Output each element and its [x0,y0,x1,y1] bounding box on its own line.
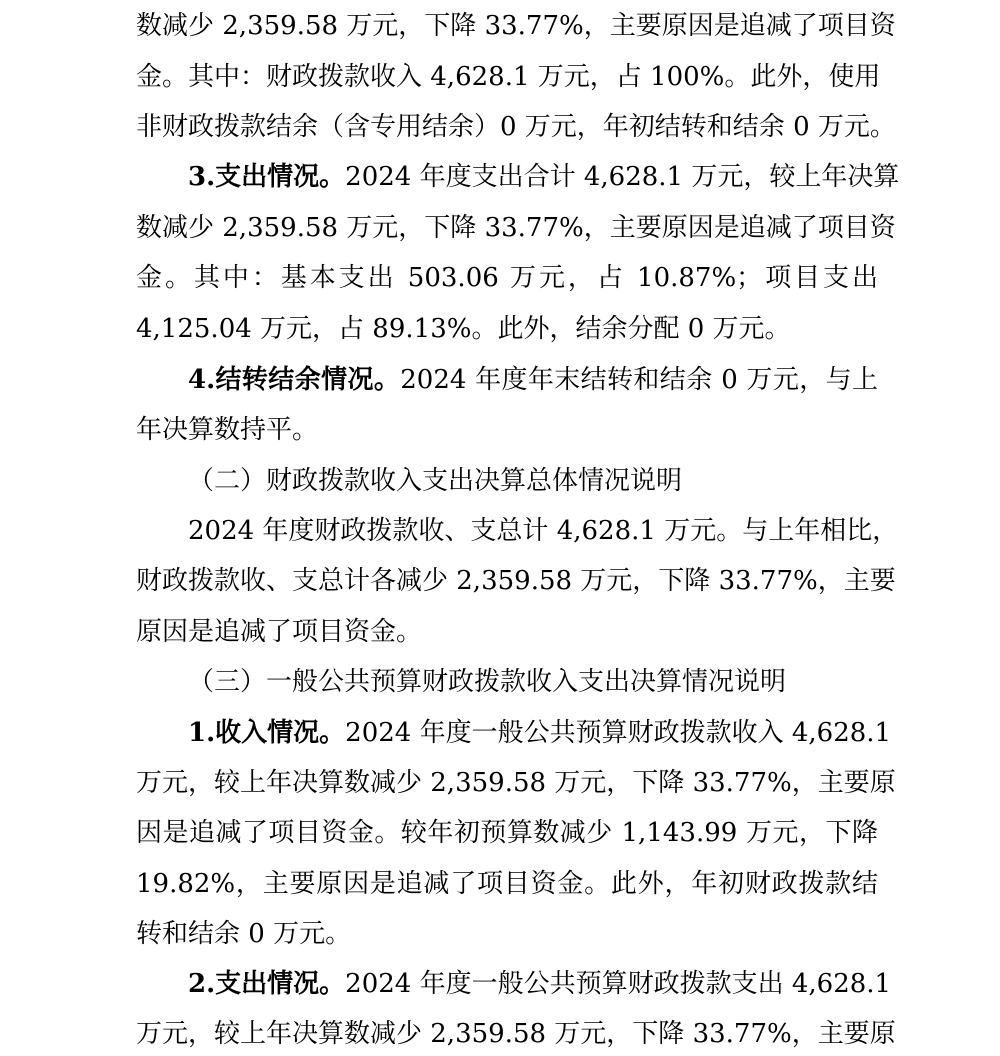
text-line: 金。其中：基本支出 503.06 万元，占 10.87%；项目支出 [136,263,878,293]
text-line: 原因是追减了项目资金。 [136,617,423,647]
heading-text: 2024 年度一般公共预算财政拨款支出 4,628.1 [345,969,892,999]
text-line: 年决算数持平。 [136,415,319,445]
text-line: 财政拨款收、支总计各减少 2,359.58 万元，下降 33.77%，主要 [136,566,896,596]
text-line: 数减少 2,359.58 万元，下降 33.77%，主要原因是追减了项目资 [136,11,896,41]
text-line: 转和结余 0 万元。 [136,919,352,949]
heading-text: 2024 年度支出合计 4,628.1 万元，较上年决算 [345,162,900,192]
heading-text: 2024 年度年末结转和结余 0 万元，与上 [400,365,878,395]
section-heading-expenditure-general [188,964,892,1004]
section-heading-carryover [188,360,878,400]
heading-label: 3.支出情况。 [188,162,346,192]
heading-label: 2.支出情况。 [188,969,346,999]
subsection-heading-3: （三）一般公共预算财政拨款收入支出决算情况说明 [188,667,787,697]
section-heading-expenditure [188,157,900,197]
subsection-heading-2: （二）财政拨款收入支出决算总体情况说明 [188,466,683,496]
text-line: 金。其中：财政拨款收入 4,628.1 万元，占 100%。此外，使用 [136,62,881,92]
text-line: 19.82%，主要原因是追减了项目资金。此外，年初财政拨款结 [136,869,878,899]
text-line: 万元，较上年决算数减少 2,359.58 万元，下降 33.77%，主要原 [136,1019,896,1049]
text-line: 4,125.04 万元，占 89.13%。此外，结余分配 0 万元。 [136,314,791,344]
heading-label: 4.结转结余情况。 [188,365,401,395]
text-line: 因是追减了项目资金。较年初预算数减少 1,143.99 万元，下降 [136,818,878,848]
text-line: 非财政拨款结余（含专用结余）0 万元，年初结转和结余 0 万元。 [136,112,896,142]
text-line: 2024 年度财政拨款收、支总计 4,628.1 万元。与上年相比， [188,516,899,546]
text-line: 数减少 2,359.58 万元，下降 33.77%，主要原因是追减了项目资 [136,213,896,243]
section-heading-income [188,713,892,753]
text-line: 万元，较上年决算数减少 2,359.58 万元，下降 33.77%，主要原 [136,768,896,798]
heading-text: 2024 年度一般公共预算财政拨款收入 4,628.1 [345,718,892,748]
heading-label: 1.收入情况。 [188,718,346,748]
